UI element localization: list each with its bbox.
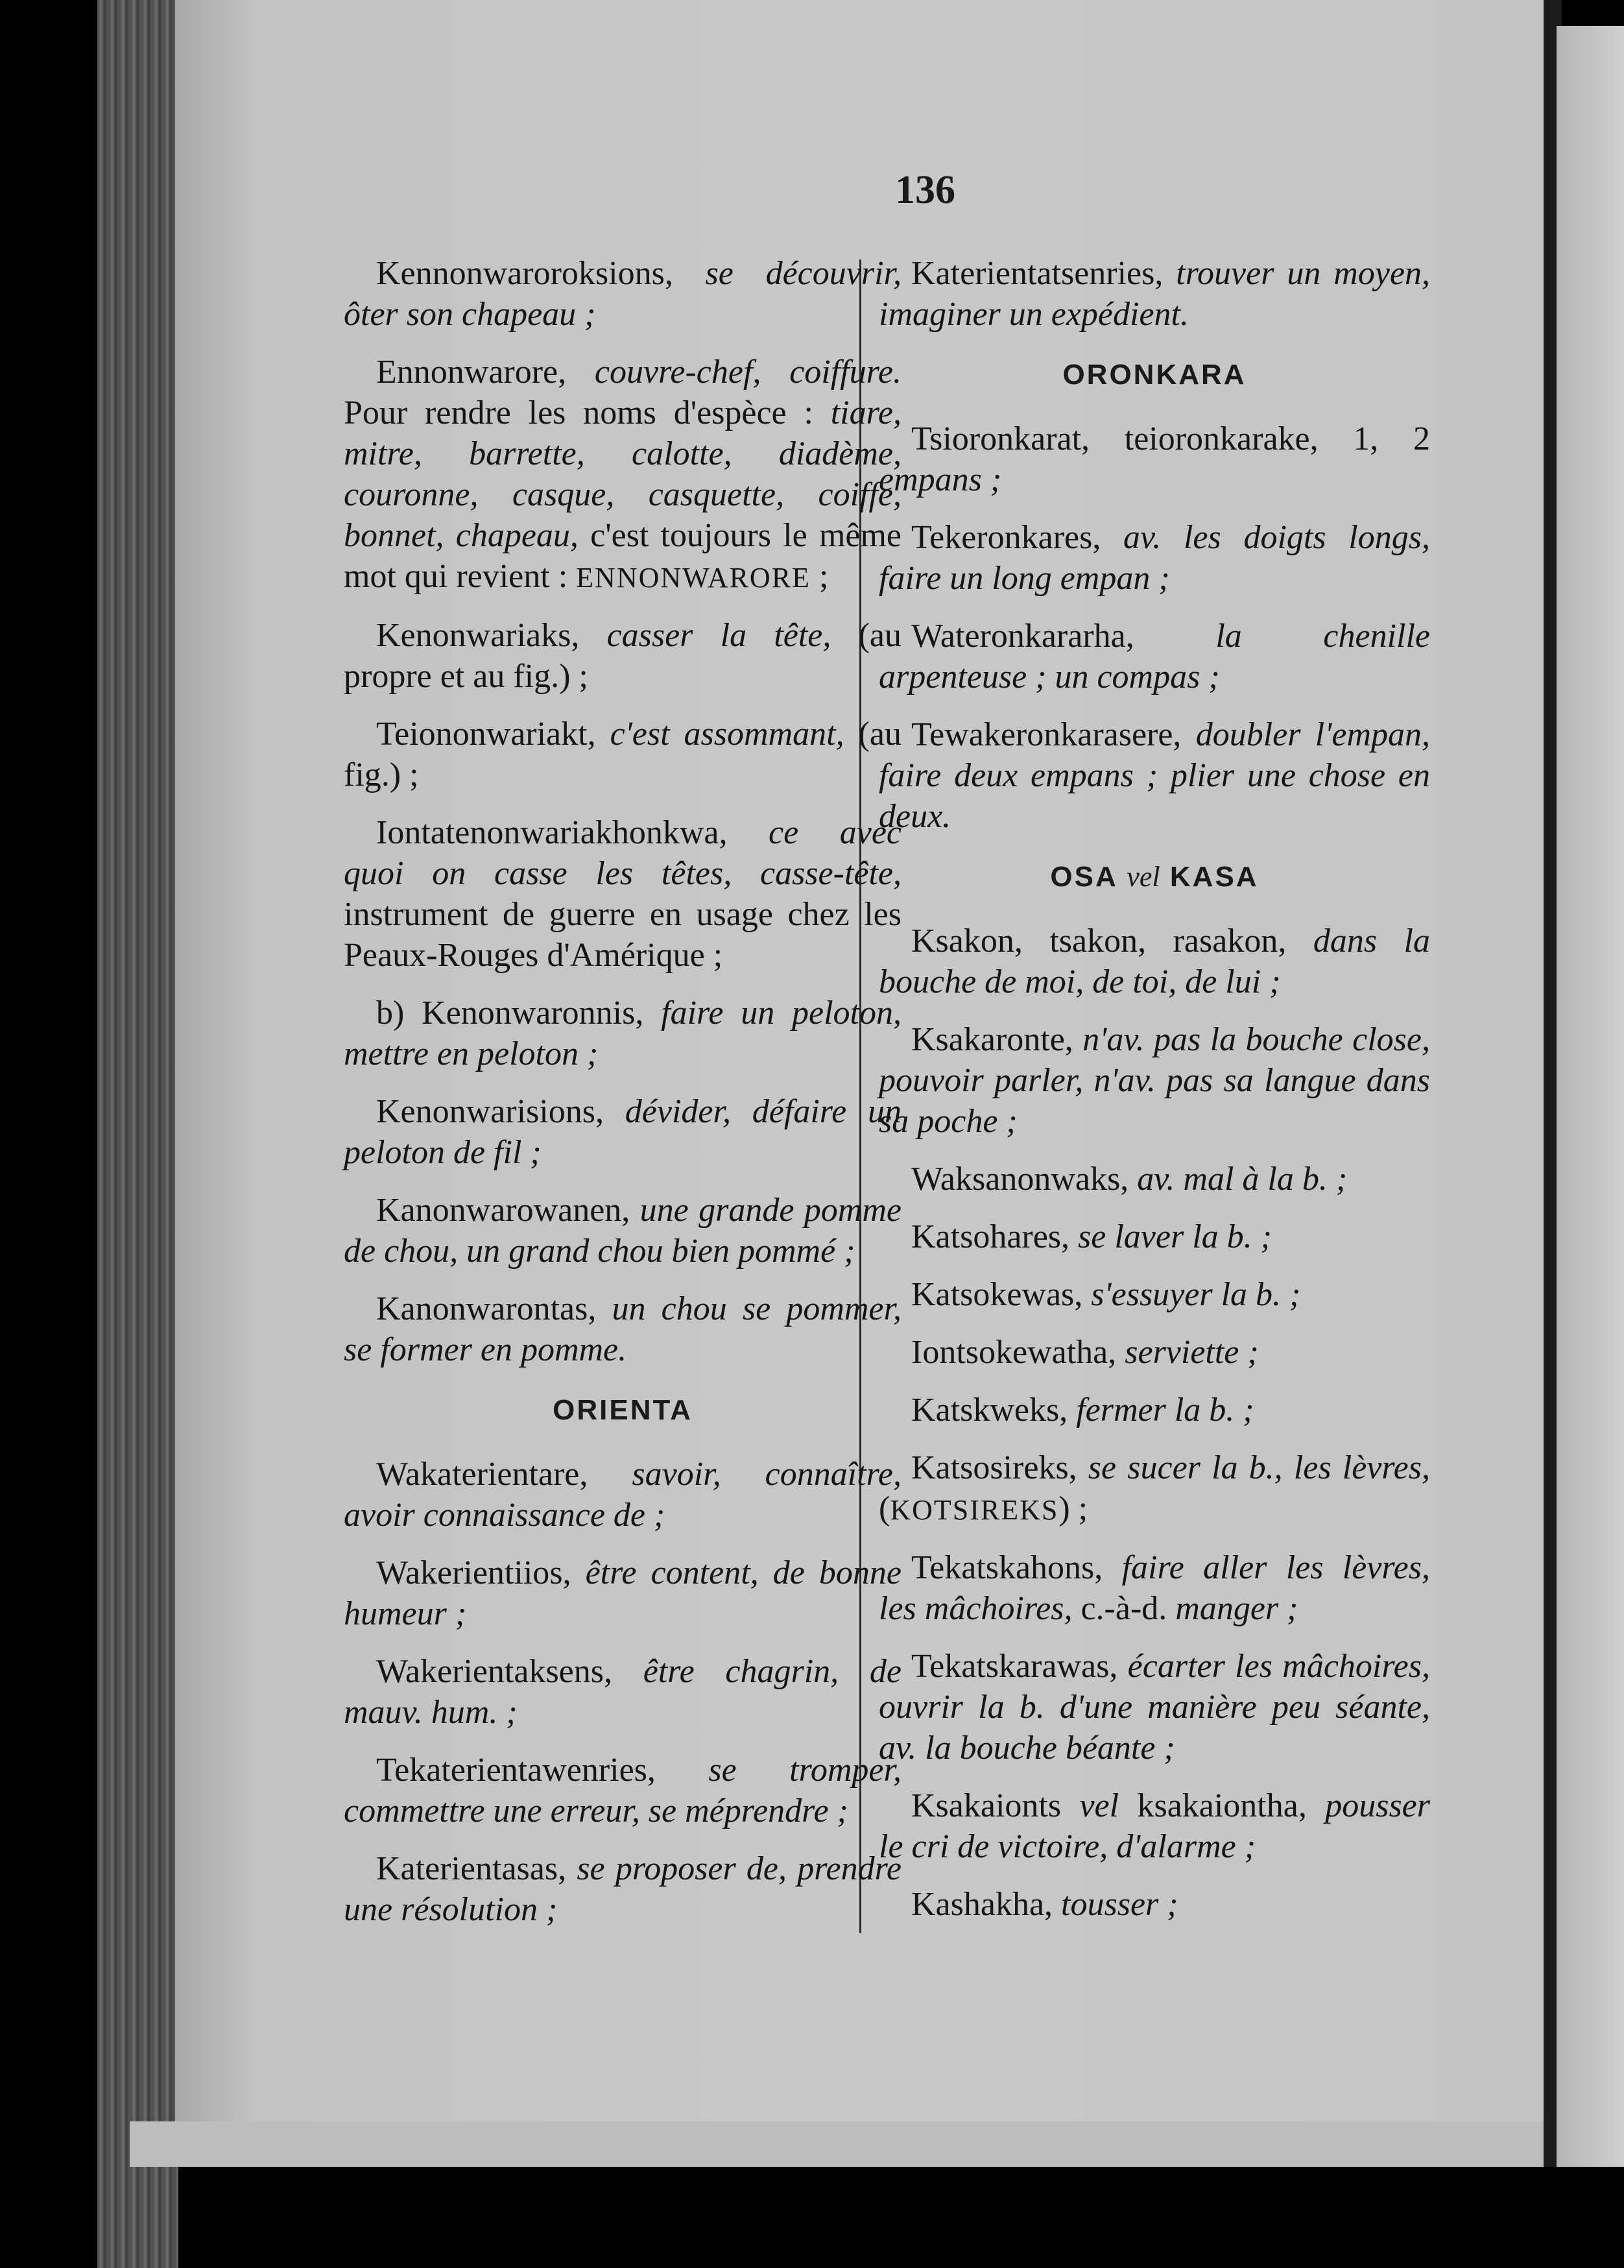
dictionary-entry xyxy=(344,1750,902,1831)
entry-definition-cont: empans ; xyxy=(879,461,1002,498)
entry-definition: dévider, défaire un peloton de fil ; xyxy=(344,1093,902,1171)
entry-definition: se tromper, commettre une erreur, se méprendre ; xyxy=(344,1752,902,1829)
dictionary-entry xyxy=(344,1552,902,1634)
entry-definition: av. les doigts longs, faire un long empan ; xyxy=(879,519,1430,597)
entry-headword: Ksakaronte, xyxy=(911,1021,1073,1058)
entry-headword: Wakerientaksens, xyxy=(376,1653,612,1690)
entry-definition: dans la bouche de moi, de toi, de lui ; xyxy=(879,923,1430,1000)
entry-headword: Waksanonwaks, xyxy=(911,1161,1129,1198)
dictionary-entry xyxy=(879,616,1430,697)
entry-headword: b) Kenonwaronnis, xyxy=(376,995,644,1031)
entry-definition: se découvrir, ôter son chapeau ; xyxy=(344,255,902,333)
entry-headword: Katskweks, xyxy=(911,1392,1068,1429)
entry-definition: faire aller les lèvres, les mâchoires, xyxy=(879,1549,1430,1627)
entry-headword: Wakerientiios, xyxy=(376,1554,571,1591)
entry-definition: écarter les mâchoires, ouvrir la b. d'une manière peu séante, av. la bouche béante ; xyxy=(879,1648,1430,1767)
entry-text: instrument de guerre en usage chez les Peaux-Rouges d'Amérique ; xyxy=(344,896,902,974)
entry-headword: Wateronkararha, xyxy=(911,618,1134,655)
page-number: 136 xyxy=(895,168,955,212)
dictionary-entry xyxy=(344,615,902,697)
entry-headword: Tekeronkares, xyxy=(911,519,1101,556)
entry-headword: Katsosireks, xyxy=(911,1449,1077,1486)
dictionary-entry xyxy=(344,812,902,976)
entry-text: 1, 2 xyxy=(1318,420,1431,457)
entry-definition: s'essuyer la b. ; xyxy=(1082,1276,1301,1313)
entry-definition: se proposer de, prendre une résolution ; xyxy=(344,1850,902,1928)
section-heading-osa-kasa xyxy=(879,856,1430,897)
entry-headword: Katsokewas, xyxy=(911,1276,1083,1313)
dictionary-entry xyxy=(879,1216,1430,1257)
dictionary-entry xyxy=(879,1646,1430,1768)
left-entries-orienta xyxy=(344,1454,902,1930)
entry-headword: Katsohares, xyxy=(911,1218,1070,1255)
entry-text: (au fig.) ; xyxy=(344,716,902,793)
dictionary-entry xyxy=(879,418,1430,500)
entry-headword: Ksakaionts xyxy=(911,1787,1062,1824)
entry-definition: n'av. pas la bouche close, pouvoir parler, n'av. pas sa langue dans sa poche ; xyxy=(879,1021,1430,1140)
right-entries-oronkara xyxy=(879,418,1430,837)
heading-osa: OSA xyxy=(1050,861,1117,893)
entry-text: (au propre et au fig.) ; xyxy=(344,617,902,695)
next-page-edge xyxy=(1557,26,1624,2167)
entry-definition-cont: tiare, mitre, barrette, calotte, diadème, couronne, casque, casquette, coiffe, bonnet, chapeau, xyxy=(344,394,902,554)
entry-definition: vel xyxy=(1061,1787,1119,1824)
entry-headword: Iontsokewatha, xyxy=(911,1334,1117,1371)
right-column xyxy=(879,253,1430,1942)
dictionary-entry xyxy=(879,253,1430,335)
entry-text: ksakaiontha, xyxy=(1119,1787,1326,1824)
dictionary-entry xyxy=(879,1332,1430,1373)
entry-headword: Kennonwaroroksions, xyxy=(376,255,673,292)
entry-headword: Tsioronkarat, teioronkarake, xyxy=(911,420,1319,457)
dictionary-entry xyxy=(879,921,1430,1002)
section-heading-orienta: ORIENTA xyxy=(553,1394,693,1426)
entry-headword: Tekaterientawenries, xyxy=(376,1752,656,1789)
entry-end: ; xyxy=(810,558,829,595)
entry-headword: Ksakon, tsakon, rasakon, xyxy=(911,923,1287,959)
heading-kasa: KASA xyxy=(1169,861,1259,893)
dictionary-entry xyxy=(879,714,1430,837)
entry-definition: être content, de bonne humeur ; xyxy=(344,1554,902,1632)
entry-definition: fermer la b. ; xyxy=(1068,1392,1254,1429)
entry-headword: Tekatskarawas, xyxy=(911,1648,1118,1685)
entry-definition: se sucer la b., les lèvres, xyxy=(1077,1449,1430,1486)
left-column xyxy=(344,253,902,1947)
entry-definition: une grande pomme de chou, un grand chou bien pommé ; xyxy=(344,1192,902,1270)
entry-headword: Tewakeronkarasere, xyxy=(911,716,1182,753)
entry-definition: être chagrin, de mauv. hum. ; xyxy=(344,1653,902,1731)
entry-headword: Ennonwarore, xyxy=(376,354,567,391)
entry-definition: la chenille arpenteuse ; un compas ; xyxy=(879,618,1430,695)
entry-definition: tousser ; xyxy=(1053,1886,1178,1923)
entry-text: Pour rendre les noms d'espèce : xyxy=(344,394,831,431)
entry-headword: Iontatenonwariakhonkwa, xyxy=(376,814,728,851)
entry-definition: av. mal à la b. ; xyxy=(1128,1161,1348,1198)
entry-text-cont: c'est toujours le même mot qui revient : xyxy=(344,517,902,595)
entry-headword: Teiononwariakt, xyxy=(376,716,596,753)
dictionary-entry xyxy=(344,714,902,795)
entry-definition: faire un peloton, mettre en peloton ; xyxy=(344,995,902,1072)
dictionary-entry xyxy=(879,517,1430,599)
book-spine xyxy=(97,0,178,2268)
entry-definition: casser la tête, xyxy=(579,617,831,654)
entry-headword: Kenonwarisions, xyxy=(376,1093,604,1130)
entry-definition: se laver la b. ; xyxy=(1069,1218,1272,1255)
dictionary-entry xyxy=(879,1159,1430,1200)
dictionary-entry xyxy=(879,1274,1430,1315)
dictionary-entry xyxy=(879,1019,1430,1142)
entry-headword: Kashakha, xyxy=(911,1886,1053,1923)
entry-definition: c'est assommant, xyxy=(595,716,844,753)
entry-definition: serviette ; xyxy=(1116,1334,1259,1371)
dictionary-entry xyxy=(344,993,902,1074)
dictionary-entry xyxy=(344,352,902,598)
entry-definition: trouver un moyen, imaginer un expédient. xyxy=(879,255,1430,333)
entry-headword: Tekatskahons, xyxy=(911,1549,1103,1586)
dictionary-entry xyxy=(344,1848,902,1930)
right-entries-osa xyxy=(879,921,1430,1925)
page-bottom-edge xyxy=(130,2121,1557,2167)
dictionary-entry xyxy=(344,1190,902,1272)
entry-definition: doubler l'empan, faire deux empans ; plier une chose en deux. xyxy=(879,716,1430,835)
entry-end: ) ; xyxy=(1058,1490,1088,1527)
entry-headword: Wakaterientare, xyxy=(376,1456,588,1493)
entry-definition-cont: manger ; xyxy=(1175,1590,1298,1627)
entry-headword: Kanonwarowanen, xyxy=(376,1192,630,1229)
entry-definition: couvre-chef, coiffure. xyxy=(566,354,902,391)
left-entries xyxy=(344,253,902,1370)
entry-smallcaps: KOTSIREKS xyxy=(890,1494,1059,1526)
dictionary-entry xyxy=(344,1651,902,1733)
entry-definition-cont: pousser le cri de victoire, d'alarme ; xyxy=(879,1787,1430,1865)
dictionary-entry xyxy=(879,1547,1430,1629)
dictionary-entry xyxy=(344,253,902,335)
entry-definition: un chou se pommer, se former en pomme. xyxy=(344,1290,902,1368)
entry-headword: Kenonwariaks, xyxy=(376,617,580,654)
entry-definition: ce avec quoi on casse les têtes, casse-tête, xyxy=(344,814,902,892)
entry-headword: Katerientasas, xyxy=(376,1850,567,1887)
entry-text: c.-à-d. xyxy=(1072,1590,1176,1627)
dictionary-entry xyxy=(344,1288,902,1370)
entry-text: ( xyxy=(879,1490,890,1527)
right-entries xyxy=(879,253,1430,335)
dictionary-entry xyxy=(879,1884,1430,1925)
entry-headword: Kanonwarontas, xyxy=(376,1290,597,1327)
dictionary-entry xyxy=(344,1454,902,1536)
section-heading-oronkara: ORONKARA xyxy=(1062,359,1247,391)
entry-definition: savoir, connaître, avoir connaissance de ; xyxy=(344,1456,902,1534)
heading-vel: vel xyxy=(1127,861,1160,893)
dictionary-entry xyxy=(879,1447,1430,1530)
entry-headword: Katerientatsenries, xyxy=(911,255,1164,292)
dictionary-entry xyxy=(344,1091,902,1173)
dictionary-entry xyxy=(879,1785,1430,1867)
entry-smallcaps: ENNONWARORE xyxy=(576,562,811,594)
dictionary-entry xyxy=(879,1390,1430,1430)
